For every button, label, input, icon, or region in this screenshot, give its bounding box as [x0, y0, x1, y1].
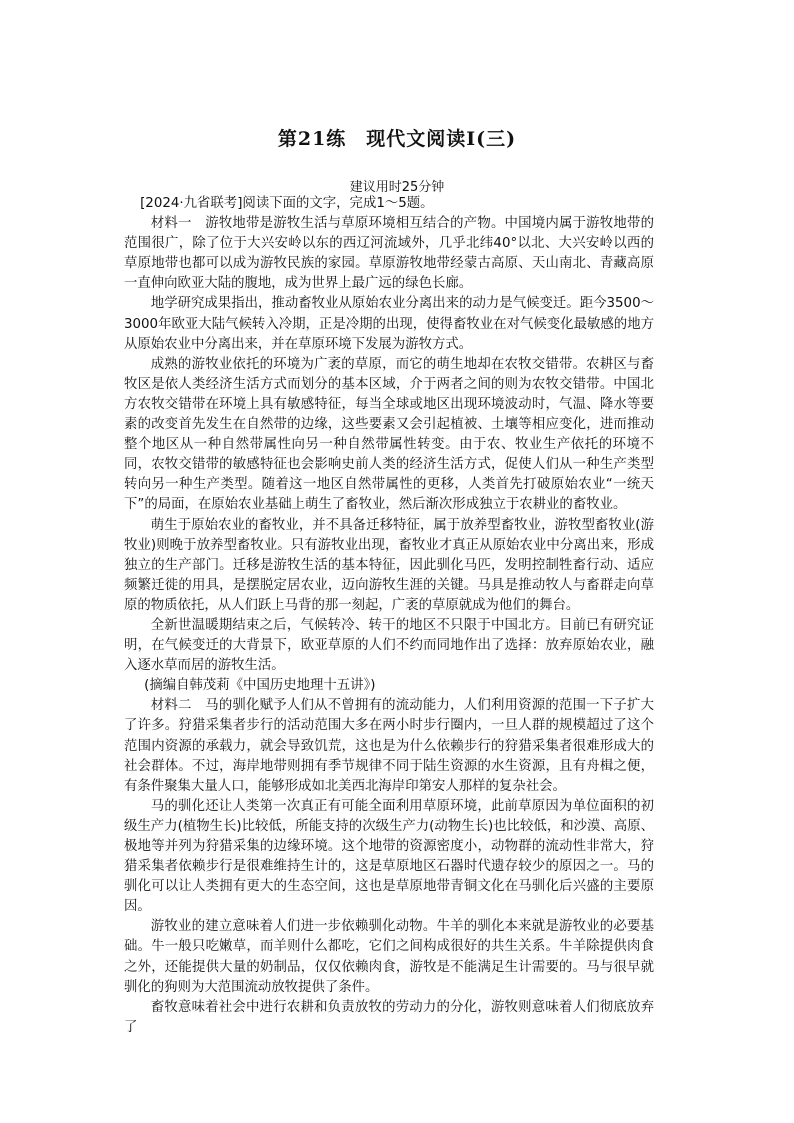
paragraph: 材料二 马的驯化赋予人们从不曾拥有的流动能力，人们利用资源的范围一下子扩大了许多。狩猎采集者步行的活动范围大多在两小时步行圈内，一旦人群的规模超过了这个范围内资源的承载力，就会导致饥荒，这也是为什么依赖步行的狩猎采集者很难形成大的社会群体。不过，海岸地带则拥有季节规律不同于陆生资源的水生资源，且有舟楫之便，有条件聚集大量人口，能够形成如北美西北海岸印第安人那样的复杂社会。 — [124, 698, 654, 794]
paragraph: 材料一 游牧地带是游牧生活与草原环境相互结合的产物。中国境内属于游牧地带的范围很广，除了位于大兴安岭以东的西辽河流域外，几乎北纬40°以北、大兴安岭以西的草原地带也都可以成为游牧民族的家园。草原游牧地带经蒙古高原、天山南北、青藏高原一直伸向欧亚大陆的腹地，成为世界上最广远的绿色长廊。 — [124, 216, 654, 292]
instruction-paragraph: [2024·九省联考]阅读下面的文字，完成1～5题。 — [140, 196, 434, 211]
source-citation: (摘编自韩茂莉《中国历史地理十五讲》) — [144, 678, 376, 694]
reading-passage — [124, 194, 654, 1038]
suggested-time: 建议用时25分钟 — [349, 180, 445, 195]
paragraph: 地学研究成果指出，推动畜牧业从原始农业分离出来的动力是气候变迁。距今3500～3000年欧亚大陆气候转入冷期，正是冷期的出现，使得畜牧业在对气候变化最敏感的地方从原始农业中分离出来，并在草原环境下发展为游牧方式。 — [124, 296, 654, 352]
paragraph: 全新世温暖期结束之后，气候转冷、转干的地区不只限于中国北方。目前已有研究证明，在气候变迁的大背景下，欧亚草原的人们不约而同地作出了选择：放弃原始农业，融入逐水草而居的游牧生活。 — [124, 617, 654, 674]
paragraph: 游牧业的建立意味着人们进一步依赖驯化动物。牛羊的驯化本来就是游牧业的必要基础。牛一般只吃嫩草，而羊则什么都吃，它们之间构成很好的共生关系。牛羊除提供肉食之外，还能提供大量的奶制品，仅仅依赖肉食，游牧是不能满足生计需要的。马与很早就驯化的狗则为大范围流动放牧提供了条件。 — [124, 919, 654, 995]
paragraph: 马的驯化还让人类第一次真正有可能全面利用草原环境，此前草原因为单位面积的初级生产力(植物生长)比较低，所能支持的次级生产力(动物生长)也比较低，和沙漠、高原、极地等并列为狩猎采集的边缘环境。这个地带的资源密度小，动物群的流动性非常大，狩猎采集者依赖步行是很难维持生计的，这是草原地区石器时代遗存较少的原因之一。马的驯化可以让人类拥有更大的生态空间，这也是草原地带青铜文化在马驯化后兴盛的主要原因。 — [124, 798, 654, 915]
paragraph: 萌生于原始农业的畜牧业，并不具备迁移特征，属于放养型畜牧业，游牧型畜牧业(游牧业)则晚于放养型畜牧业。只有游牧业出现，畜牧业才真正从原始农业中分离出来，形成独立的生产部门。迁移是游牧生活的基本特征，因此驯化马匹，发明控制牲畜行动、适应频繁迁徙的用具，是摆脱定居农业，迈向游牧生涯的关键。马具是推动牧人与畜群走向草原的物质依托，从人们跃上马背的那一刻起，广袤的草原就成为他们的舞台。 — [124, 517, 654, 613]
paragraph: 成熟的游牧业依托的环境为广袤的草原，而它的萌生地却在农牧交错带。农耕区与畜牧区是依人类经济生活方式而划分的基本区域，介于两者之间的则为农牧交错带。中国北方农牧交错带在环境上具有敏感特征，每当全球或地区出现环境波动时，气温、降水等要素的改变首先发生在自然带的边缘，这些要素又会引起植被、土壤等相应变化，进而推动整个地区从一种自然带属性向另一种自然带属性转变。由于农、牧业生产依托的环境不同，农牧交错带的敏感特征也会影响史前人类的经济生活方式，促使人们从一种生产类型转向另一种生产类型。随着这一地区自然带属性的更移，人类首先打破原始农业“一统天下”的局面，在原始农业基础上萌生了畜牧业，然后渐次形成独立于农耕业的畜牧业。 — [124, 356, 654, 513]
paragraph: 畜牧意味着社会中进行农耕和负责放牧的劳动力的分化，游牧则意味着人们彻底放弃了 — [124, 999, 654, 1035]
page-title: 第21练 现代文阅读Ⅰ(三) — [277, 128, 517, 150]
